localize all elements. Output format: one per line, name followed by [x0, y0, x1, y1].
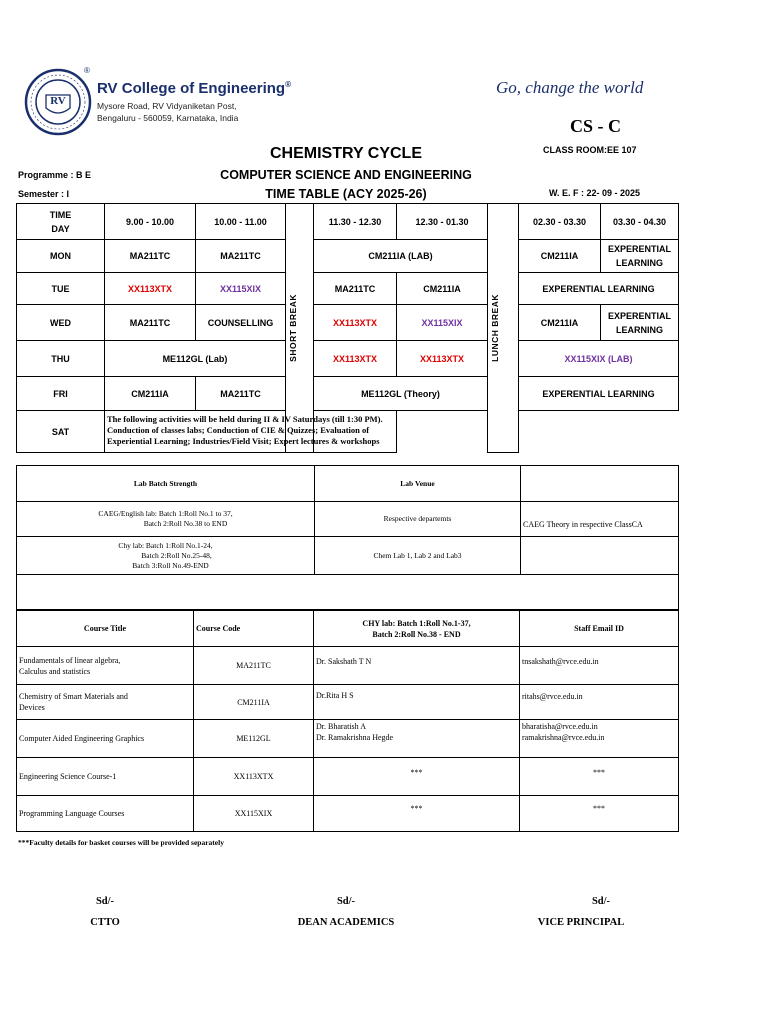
slot-header: 11.30 - 12.30: [314, 204, 397, 240]
course-title: Engineering Science Course-1: [17, 758, 194, 796]
lab-batch-row: Chy lab: Batch 1:Roll No.1-24, Batch 2:Roll No.25-48, Batch 3:Roll No.49-END: [17, 537, 315, 575]
programme: Programme : B E: [18, 170, 92, 180]
staff-email: tnsakshath@rvce.edu.in: [520, 647, 679, 685]
lab-venue-header: Lab Venue: [315, 466, 521, 502]
lab-empty-cell: [521, 537, 679, 575]
course-title: Computer Aided Engineering Graphics: [17, 720, 194, 758]
staff-email: ritahs@rvce.edu.in: [520, 685, 679, 720]
timetable-title: TIME TABLE (ACY 2025-26): [265, 187, 427, 201]
mon-slot1: MA211TC: [105, 240, 196, 273]
staff-name: Dr.Rita H S: [314, 685, 520, 720]
footnote: ***Faculty details for basket courses will be provided separately: [18, 838, 224, 847]
college-address-line2: Bengaluru - 560059, Karnataka, India: [97, 113, 239, 123]
tagline: Go, change the world: [496, 78, 644, 97]
department-title: COMPUTER SCIENCE AND ENGINEERING: [220, 168, 472, 182]
sat-empty-cell: [397, 411, 519, 453]
fri-slot34: ME112GL (Theory): [314, 377, 488, 411]
email-header: Staff Email ID: [520, 611, 679, 647]
thu-slot3: XX113XTX: [314, 341, 397, 377]
mon-slot2: MA211TC: [196, 240, 286, 273]
registered-mark: ®: [84, 66, 90, 75]
thu-slot56: XX115XIX (LAB): [519, 341, 679, 377]
cycle-title: CHEMISTRY CYCLE: [269, 145, 422, 162]
staff-name: Dr. Sakshath T N: [314, 647, 520, 685]
wed-slot2: COUNSELLING: [196, 305, 286, 341]
day-tue: TUE: [17, 273, 105, 305]
signature-mark: Sd/-: [95, 896, 115, 907]
lab-empty-cell: [521, 466, 679, 502]
day-fri: FRI: [17, 377, 105, 411]
mon-slot34: CM211IA (LAB): [314, 240, 488, 273]
course-title: Chemistry of Smart Materials and Devices: [17, 685, 194, 720]
thu-slot12: ME112GL (Lab): [105, 341, 286, 377]
lab-venue-cell: Chem Lab 1, Lab 2 and Lab3: [315, 537, 521, 575]
saturday-note: The following activities will be held during II & IV Saturdays (till 1:30 PM). Conduction of classes labs; Conduction of CIE & Quizzes; Evaluation of Experiential Learning; Industries/Field Visit; Expert lectures & workshops: [105, 411, 397, 453]
tue-slot1: XX113XTX: [105, 273, 196, 305]
classroom: CLASS ROOM:EE 107: [543, 145, 637, 155]
course-table: [16, 610, 679, 832]
course-title-header: Course Title: [17, 611, 194, 647]
lab-spacer-row: [17, 575, 679, 610]
fri-slot2: MA211TC: [196, 377, 286, 411]
signatory-ctto: CTTO: [90, 917, 120, 928]
timetable: [16, 203, 679, 453]
wed-slot4: XX115XIX: [397, 305, 488, 341]
wed-slot5: CM211IA: [519, 305, 601, 341]
section-code: CS - C: [570, 116, 622, 136]
course-code: XX113XTX: [194, 758, 314, 796]
thu-slot4: XX113XTX: [397, 341, 488, 377]
lab-batch-row: CAEG/English lab: Batch 1:Roll No.1 to 37, Batch 2:Roll No.38 to END: [17, 502, 315, 537]
semester: Semester : I: [18, 189, 70, 199]
wed-slot1: MA211TC: [105, 305, 196, 341]
mon-slot5: CM211IA: [519, 240, 601, 273]
lab-venue-cell: Respective departemts: [315, 502, 521, 537]
mon-slot6: EXPERENTIAL LEARNING: [601, 240, 679, 273]
course-code-header: Course Code: [194, 611, 314, 647]
lab-note-cell: CAEG Theory in respective ClassCA: [521, 502, 679, 537]
course-code: CM211IA: [194, 685, 314, 720]
college-address-line1: Mysore Road, RV Vidyaniketan Post,: [97, 101, 237, 111]
seal-text: RV: [50, 95, 66, 107]
staff-header: CHY lab: Batch 1:Roll No.1-37, Batch 2:Roll No.38 - END: [314, 611, 520, 647]
course-code: ME112GL: [194, 720, 314, 758]
signature-mark: Sd/-: [591, 896, 611, 907]
staff-name: Dr. Bharatish A Dr. Ramakrishna Hegde: [314, 720, 520, 758]
slot-header: 02.30 - 03.30: [519, 204, 601, 240]
course-title: Fundamentals of linear algebra, Calculus and statistics: [17, 647, 194, 685]
staff-name: ***: [314, 758, 520, 796]
course-code: MA211TC: [194, 647, 314, 685]
college-seal-logo: [24, 68, 92, 136]
slot-header: 12.30 - 01.30: [397, 204, 488, 240]
tue-slot56: EXPERENTIAL LEARNING: [519, 273, 679, 305]
staff-email: ***: [520, 796, 679, 832]
wed-slot6: EXPERENTIAL LEARNING: [601, 305, 679, 341]
staff-email: ***: [520, 758, 679, 796]
college-name: RV College of Engineering®: [97, 80, 291, 97]
lab-batch-table: [16, 465, 679, 610]
signatory-vice-principal: VICE PRINCIPAL: [537, 917, 625, 928]
day-thu: THU: [17, 341, 105, 377]
slot-header: 10.00 - 11.00: [196, 204, 286, 240]
signatory-dean-academics: DEAN ACADEMICS: [297, 917, 395, 928]
course-title: Programming Language Courses: [17, 796, 194, 832]
slot-header: 03.30 - 04.30: [601, 204, 679, 240]
day-mon: MON: [17, 240, 105, 273]
fri-slot56: EXPERENTIAL LEARNING: [519, 377, 679, 411]
staff-name: ***: [314, 796, 520, 832]
wed-slot3: XX113XTX: [314, 305, 397, 341]
lab-strength-header: Lab Batch Strength: [17, 466, 315, 502]
tue-slot2: XX115XIX: [196, 273, 286, 305]
lunch-break-column: LUNCH BREAK: [488, 204, 519, 453]
fri-slot1: CM211IA: [105, 377, 196, 411]
day-sat: SAT: [17, 411, 105, 453]
wef-date: W. E. F : 22- 09 - 2025: [549, 188, 641, 198]
slot-header: 9.00 - 10.00: [105, 204, 196, 240]
tue-slot4: CM211IA: [397, 273, 488, 305]
tue-slot3: MA211TC: [314, 273, 397, 305]
signature-mark: Sd/-: [336, 896, 356, 907]
staff-email: bharatisha@rvce.edu.in ramakrishna@rvce.edu.in: [520, 720, 679, 758]
course-code: XX115XIX: [194, 796, 314, 832]
corner-cell: TIME DAY: [17, 204, 105, 240]
day-wed: WED: [17, 305, 105, 341]
short-break-column: SHORT BREAK: [286, 204, 314, 453]
